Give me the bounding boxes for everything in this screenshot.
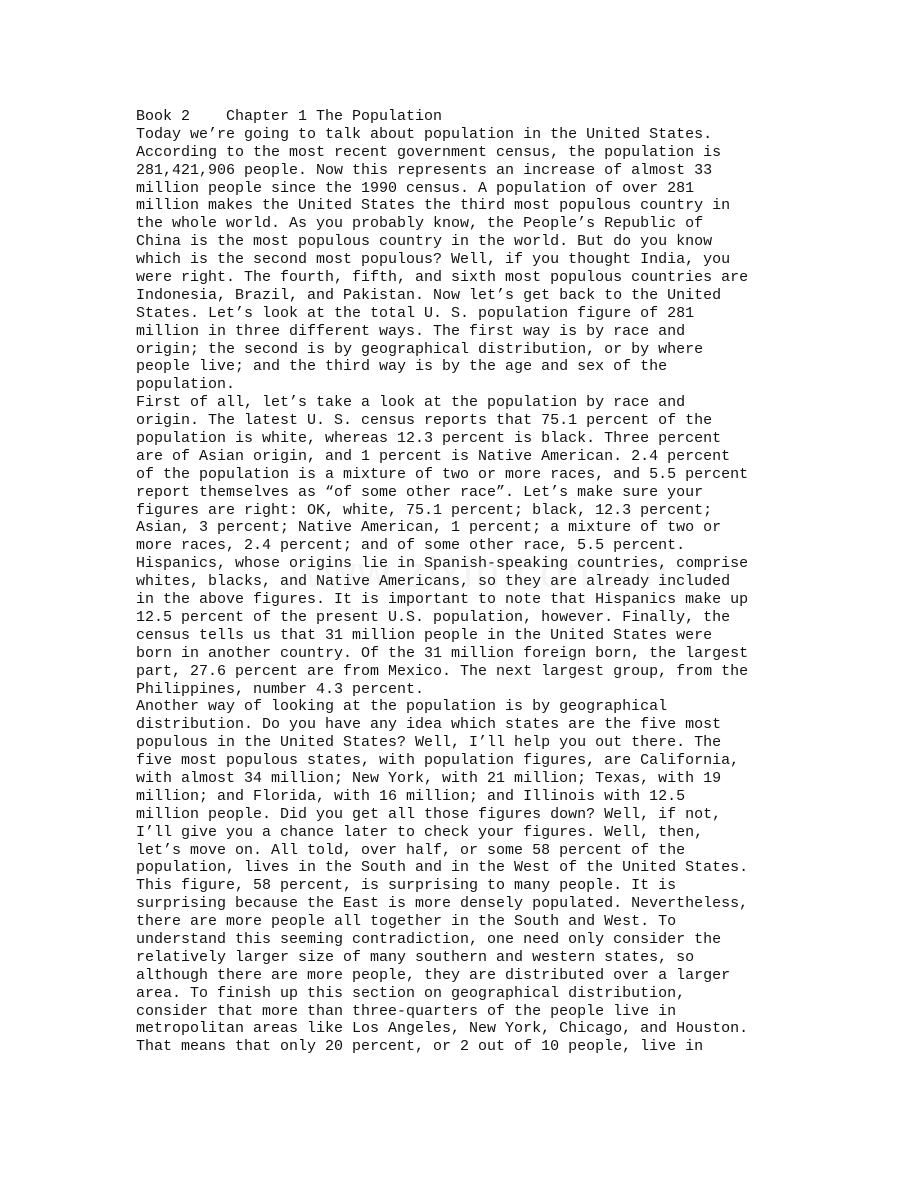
text-line: part, 27.6 percent are from Mexico. The next largest group, from the	[136, 662, 749, 680]
text-line: whites, blacks, and Native Americans, so they are already included	[136, 573, 731, 591]
text-line: understand this seeming contradiction, one need only consider the	[136, 930, 722, 948]
text-line: population is white, whereas 12.3 percent is black. Three percent	[136, 430, 722, 448]
text-line: Asian, 3 percent; Native American, 1 percent; a mixture of two or	[136, 519, 722, 537]
text-line: 281,421,906 people. Now this represents an increase of almost 33	[136, 161, 713, 179]
text-line: metropolitan areas like Los Angeles, New York, Chicago, and Houston.	[136, 1020, 749, 1038]
text-line: in the above figures. It is important to note that Hispanics make up	[136, 591, 749, 609]
text-line: surprising because the East is more densely populated. Nevertheless,	[136, 895, 749, 913]
text-line: Hispanics, whose origins lie in Spanish-speaking countries, comprise	[136, 555, 749, 573]
text-line: 12.5 percent of the present U.S. population, however. Finally, the	[136, 608, 731, 626]
text-line: Indonesia, Brazil, and Pakistan. Now let’s get back to the United	[136, 286, 722, 304]
text-line: distribution. Do you have any idea which states are the five most	[136, 716, 722, 734]
text-line: there are more people all together in the South and West. To	[136, 913, 677, 931]
text-line: are of Asian origin, and 1 percent is Native American. 2.4 percent	[136, 447, 731, 465]
text-line: Philippines, number 4.3 percent.	[136, 680, 425, 698]
text-line: Today we’re going to talk about population in the United States.	[136, 125, 713, 143]
text-line: States. Let’s look at the total U. S. population figure of 281	[136, 304, 695, 322]
text-line: million in three different ways. The first way is by race and	[136, 322, 686, 340]
text-line: First of all, let’s take a look at the population by race and	[136, 394, 686, 412]
text-line: Another way of looking at the population is by geographical	[136, 698, 668, 716]
text-line: I’ll give you a chance later to check your figures. Well, then,	[136, 823, 704, 841]
text-line: area. To finish up this section on geographical distribution,	[136, 984, 686, 1002]
text-line: origin. The latest U. S. census reports that 75.1 percent of the	[136, 412, 713, 430]
text-line: million makes the United States the third most populous country in	[136, 197, 731, 215]
document-lines	[136, 126, 796, 1056]
text-line: That means that only 20 percent, or 2 out of 10 people, live in	[136, 1038, 704, 1056]
text-line: which is the second most populous? Well, if you thought India, you	[136, 251, 731, 269]
text-line: of the population is a mixture of two or more races, and 5.5 percent	[136, 465, 749, 483]
text-line: origin; the second is by geographical distribution, or by where	[136, 340, 704, 358]
text-line: million; and Florida, with 16 million; and Illinois with 12.5	[136, 787, 686, 805]
text-line: with almost 34 million; New York, with 21 million; Texas, with 19	[136, 769, 722, 787]
text-line: five most populous states, with population figures, are California,	[136, 752, 740, 770]
text-line: census tells us that 31 million people in the United States were	[136, 626, 713, 644]
text-line: figures are right: OK, white, 75.1 percent; black, 12.3 percent;	[136, 501, 713, 519]
document-heading: Book 2 Chapter 1 The Population	[136, 108, 443, 125]
text-line: consider that more than three-quarters of the people live in	[136, 1002, 677, 1020]
text-line: population, lives in the South and in the West of the United States.	[136, 859, 749, 877]
text-line: populous in the United States? Well, I’ll help you out there. The	[136, 734, 722, 752]
text-line: were right. The fourth, fifth, and sixth most populous countries are	[136, 269, 749, 287]
text-line: let’s move on. All told, over half, or some 58 percent of the	[136, 841, 686, 859]
text-line: born in another country. Of the 31 million foreign born, the largest	[136, 644, 749, 662]
text-line: relatively larger size of many southern and western states, so	[136, 948, 695, 966]
text-line: people live; and the third way is by the age and sex of the	[136, 358, 668, 376]
document-body	[136, 108, 796, 1056]
text-line: more races, 2.4 percent; and of some other race, 5.5 percent.	[136, 537, 686, 555]
text-line: million people since the 1990 census. A population of over 281	[136, 179, 695, 197]
text-line: China is the most populous country in the world. But do you know	[136, 233, 713, 251]
text-line: According to the most recent government census, the population is	[136, 143, 722, 161]
text-line: million people. Did you get all those figures down? Well, if not,	[136, 805, 722, 823]
text-line: the whole world. As you probably know, the People’s Republic of	[136, 215, 704, 233]
text-line: although there are more people, they are distributed over a larger	[136, 966, 731, 984]
text-line: population.	[136, 376, 236, 394]
text-line: report themselves as “of some other race”. Let’s make sure your	[136, 483, 704, 501]
text-line: This figure, 58 percent, is surprising to many people. It is	[136, 877, 677, 895]
